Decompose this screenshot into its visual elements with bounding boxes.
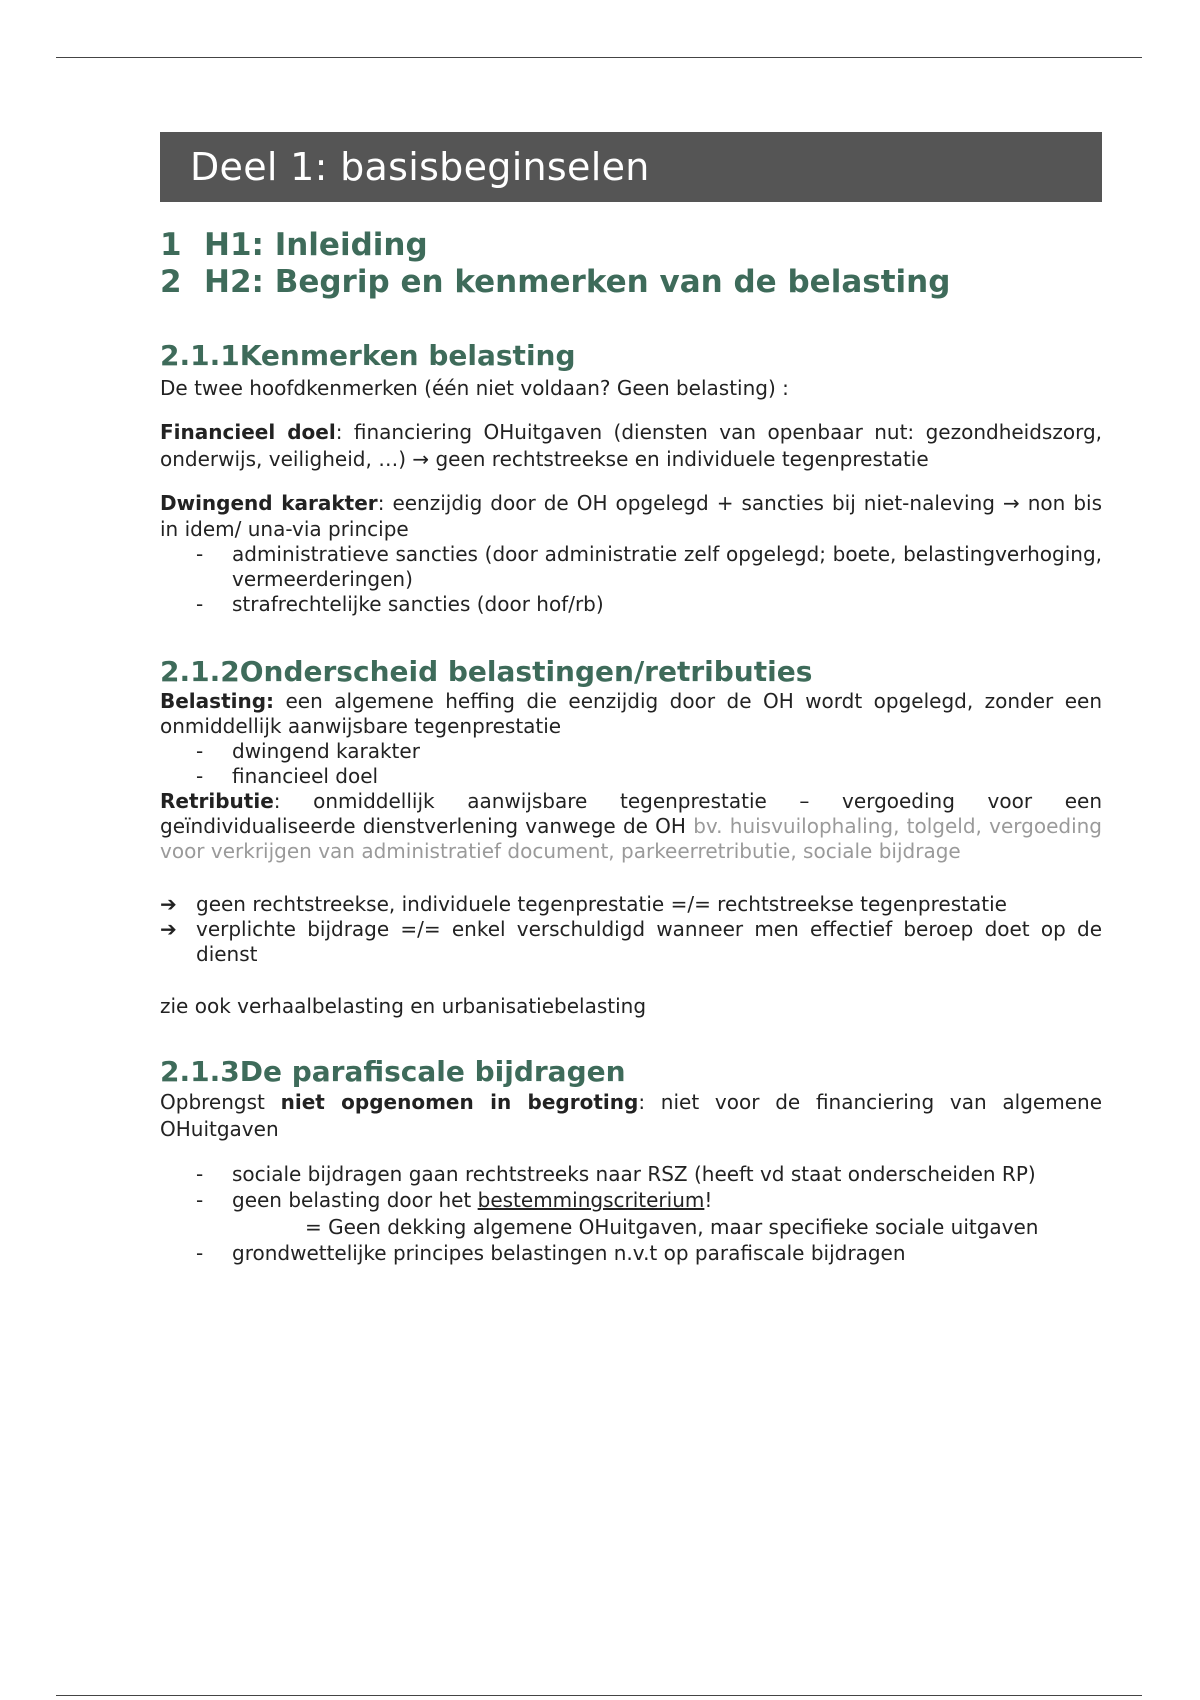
section-heading-kenmerken: 2.1.1Kenmerken belasting [160, 339, 576, 372]
list-item: - administratieve sancties (door administratie zelf opgelegd; boete, belastingverhoging, vermeerderingen) [196, 542, 1102, 591]
bestemmingscriterium-explanation: = Geen dekking algemene OHuitgaven, maar specifieke sociale uitgaven [305, 1215, 1039, 1239]
arrow-icon: ➔ [160, 917, 177, 941]
chapter-heading-1: 1 H1: Inleiding [160, 227, 428, 263]
arrow-icon: ➔ [160, 892, 177, 916]
list-item: - sociale bijdragen gaan rechtstreeks naar RSZ (heeft vd staat onderscheiden RP) [196, 1162, 1036, 1186]
parafiscale-intro: Opbrengst niet opgenomen in begroting: niet voor de financiering van algemene OHuitgaven [160, 1090, 1103, 1141]
list-item: - strafrechtelijke sancties (door hof/rb) [196, 592, 604, 616]
arrow-item: ➔ verplichte bijdrage =/= enkel verschuldigd wanneer men effectief beroep doet op de dienst [160, 917, 1102, 966]
chapter-headings [160, 227, 1102, 301]
sanctions-list [160, 542, 1102, 617]
retributie-definition: Retributie: onmiddellijk aanwijsbare tegenprestatie – vergoeding voor een geïndividualiseerde dienstverlening vanwege de OH bv. huisvuilophaling, tolgeld, vergoeding voor verkrijgen van administratief document, parkeerretributie, sociale bijdrage [160, 789, 1102, 863]
retributie-examples: bv. huisvuilophaling, tolgeld, vergoeding voor verkrijgen van administratief document, parkeerretributie, sociale bijdrage [160, 814, 1102, 863]
belasting-definition: Belasting: een algemene heffing die eenzijdig door de OH wordt opgelegd, zonder een onmiddellijk aanwijsbare tegenprestatie [160, 689, 1102, 738]
top-rule [56, 57, 1142, 58]
financieel-doel-paragraph: Financieel doel: financiering OHuitgaven (diensten van openbaar nut: gezondheidszorg, onderwijs, veiligheid, …) → geen rechtstreekse en individuele tegenprestatie [160, 420, 1103, 471]
section-heading-parafiscale: 2.1.3De parafiscale bijdragen [160, 1055, 626, 1088]
chapter-heading-2: 2 H2: Begrip en kenmerken van de belasting [160, 264, 951, 300]
bestemmingscriterium-term: bestemmingscriterium [477, 1188, 705, 1212]
page-content [160, 132, 1102, 1267]
list-item: - grondwettelijke principes belastingen n.v.t op parafiscale bijdragen [196, 1241, 906, 1265]
kenmerken-intro: De twee hoofdkenmerken (één niet voldaan? Geen belasting) : [160, 376, 789, 400]
belasting-features-list [160, 739, 1102, 789]
see-also-note: zie ook verhaalbelasting en urbanisatiebelasting [160, 994, 647, 1018]
list-item: - geen belasting door het bestemmingscriterium! [196, 1188, 713, 1212]
bottom-rule [56, 1695, 1142, 1696]
comparison-arrows [160, 892, 1102, 967]
list-item: - financieel doel [196, 764, 379, 788]
parafiscale-list [160, 1161, 1102, 1214]
list-item: - dwingend karakter [196, 739, 420, 763]
parafiscale-list-continued [160, 1240, 1102, 1267]
section-heading-onderscheid: 2.1.2Onderscheid belastingen/retributies [160, 655, 813, 688]
part-title: Deel 1: basisbeginselen [160, 132, 1102, 202]
arrow-item: ➔ geen rechtstreekse, individuele tegenprestatie =/= rechtstreekse tegenprestatie [160, 892, 1007, 916]
dwingend-karakter-paragraph: Dwingend karakter: eenzijdig door de OH opgelegd + sancties bij niet-naleving → non bis in idem/ una-via principe [160, 491, 1103, 541]
